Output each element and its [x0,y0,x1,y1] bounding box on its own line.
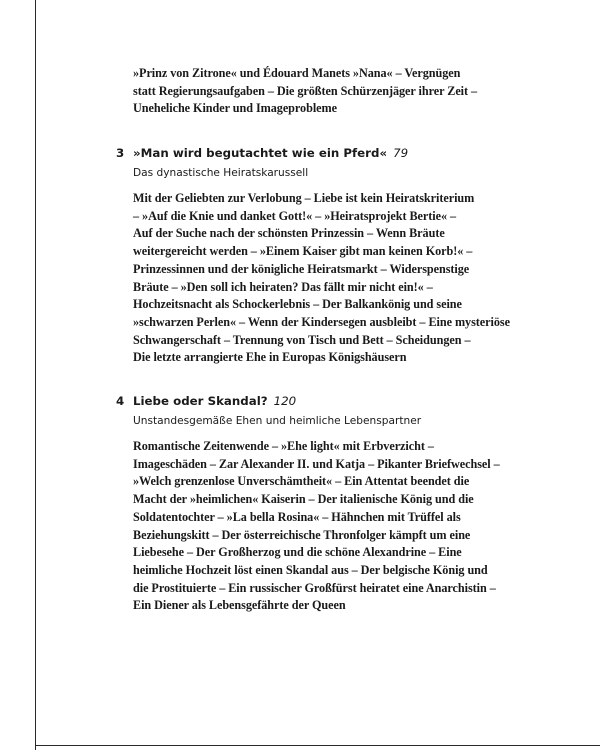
chapter-subtitle: Unstandesgemäße Ehen und heimliche Lebenspartner [133,415,422,427]
chapter-heading[interactable] [116,393,500,410]
entry-line: weitergereicht werden – »Einem Kaiser gibt man keinen Korb!« – [133,244,473,259]
entry-line: »Prinz von Zitrone« und Édouard Manets »Nana« – Vergnügen [133,66,461,80]
entry-line: Mit der Geliebten zur Verlobung – Liebe ist kein Heiratskriterium [133,191,475,205]
chapter-3 [116,145,510,367]
chapter-number: 4 [116,394,125,408]
chapter-page-number: 120 [273,394,297,408]
chapter-number: 3 [116,146,125,160]
chapter-page-number: 79 [393,146,409,160]
entry-line: Romantische Zeitenwende – »Ehe light« mit Erbverzicht – [133,439,434,453]
entry-line: Liebesehe – Der Großherzog und die schöne Alexandrine – Eine [133,545,462,560]
entry-line: statt Regierungsaufgaben – Die größten Schürzenjäger ihrer Zeit – [133,83,478,98]
table-of-contents [116,65,510,613]
entry-line: Macht der »heimlichen« Kaiserin – Der italienische König und die [133,492,474,507]
chapter-entries [133,438,500,615]
entry-line: Prinzessinnen und der königliche Heiratsmarkt – Widerspenstige [133,261,470,276]
entry-line: Auf der Suche nach der schönsten Prinzessin – Wenn Bräute [133,226,445,241]
entry-line: Hochzeitsnacht als Schockerlebnis – Der Balkankönig und seine [133,297,462,312]
chapter-heading[interactable] [116,145,510,162]
entry-line: »schwarzen Perlen« – Wenn der Kindersegen ausbleibt – Eine mysteriöse [133,314,510,329]
entry-line: die Prostituierte – Ein russischer Großfürst heiratet eine Anarchistin – [133,580,496,595]
entry-line: Beziehungskitt – Der österreichische Thronfolger kämpft um eine [133,527,471,542]
chapter-entries [133,190,510,367]
entry-line: Die letzte arrangierte Ehe in Europas Königshäusern [133,350,407,365]
page-edge-left [35,0,36,750]
intro-entries [133,65,478,118]
entry-line: Uneheliche Kinder und Imageprobleme [133,101,337,116]
entry-line: Bräute – »Den soll ich heiraten? Das fällt mir nicht ein!« – [133,279,433,294]
chapter-title: Liebe oder Skandal? [133,394,268,408]
chapter-4 [116,393,500,615]
entry-line: heimliche Hochzeit löst einen Skandal aus – Der belgische König und [133,562,488,577]
chapter-subtitle: Das dynastische Heiratskarussell [133,167,309,179]
entry-line: Imageschäden – Zar Alexander II. und Katja – Pikanter Briefwechsel – [133,456,500,471]
chapter-title: »Man wird begutachtet wie ein Pferd« [133,146,388,160]
page-edge-bottom [35,745,600,746]
entry-line: Soldatentochter – »La bella Rosina« – Hähnchen mit Trüffel als [133,509,461,524]
entry-line: »Welch grenzenlose Unverschämtheit« – Ein Attentat beendet die [133,474,470,489]
entry-line: Schwangerschaft – Trennung von Tisch und Bett – Scheidungen – [133,332,471,347]
entry-line: Ein Diener als Lebensgefährte der Queen [133,598,346,613]
entry-line: – »Auf die Knie und danket Gott!« – »Heiratsprojekt Bertie« – [133,208,457,223]
